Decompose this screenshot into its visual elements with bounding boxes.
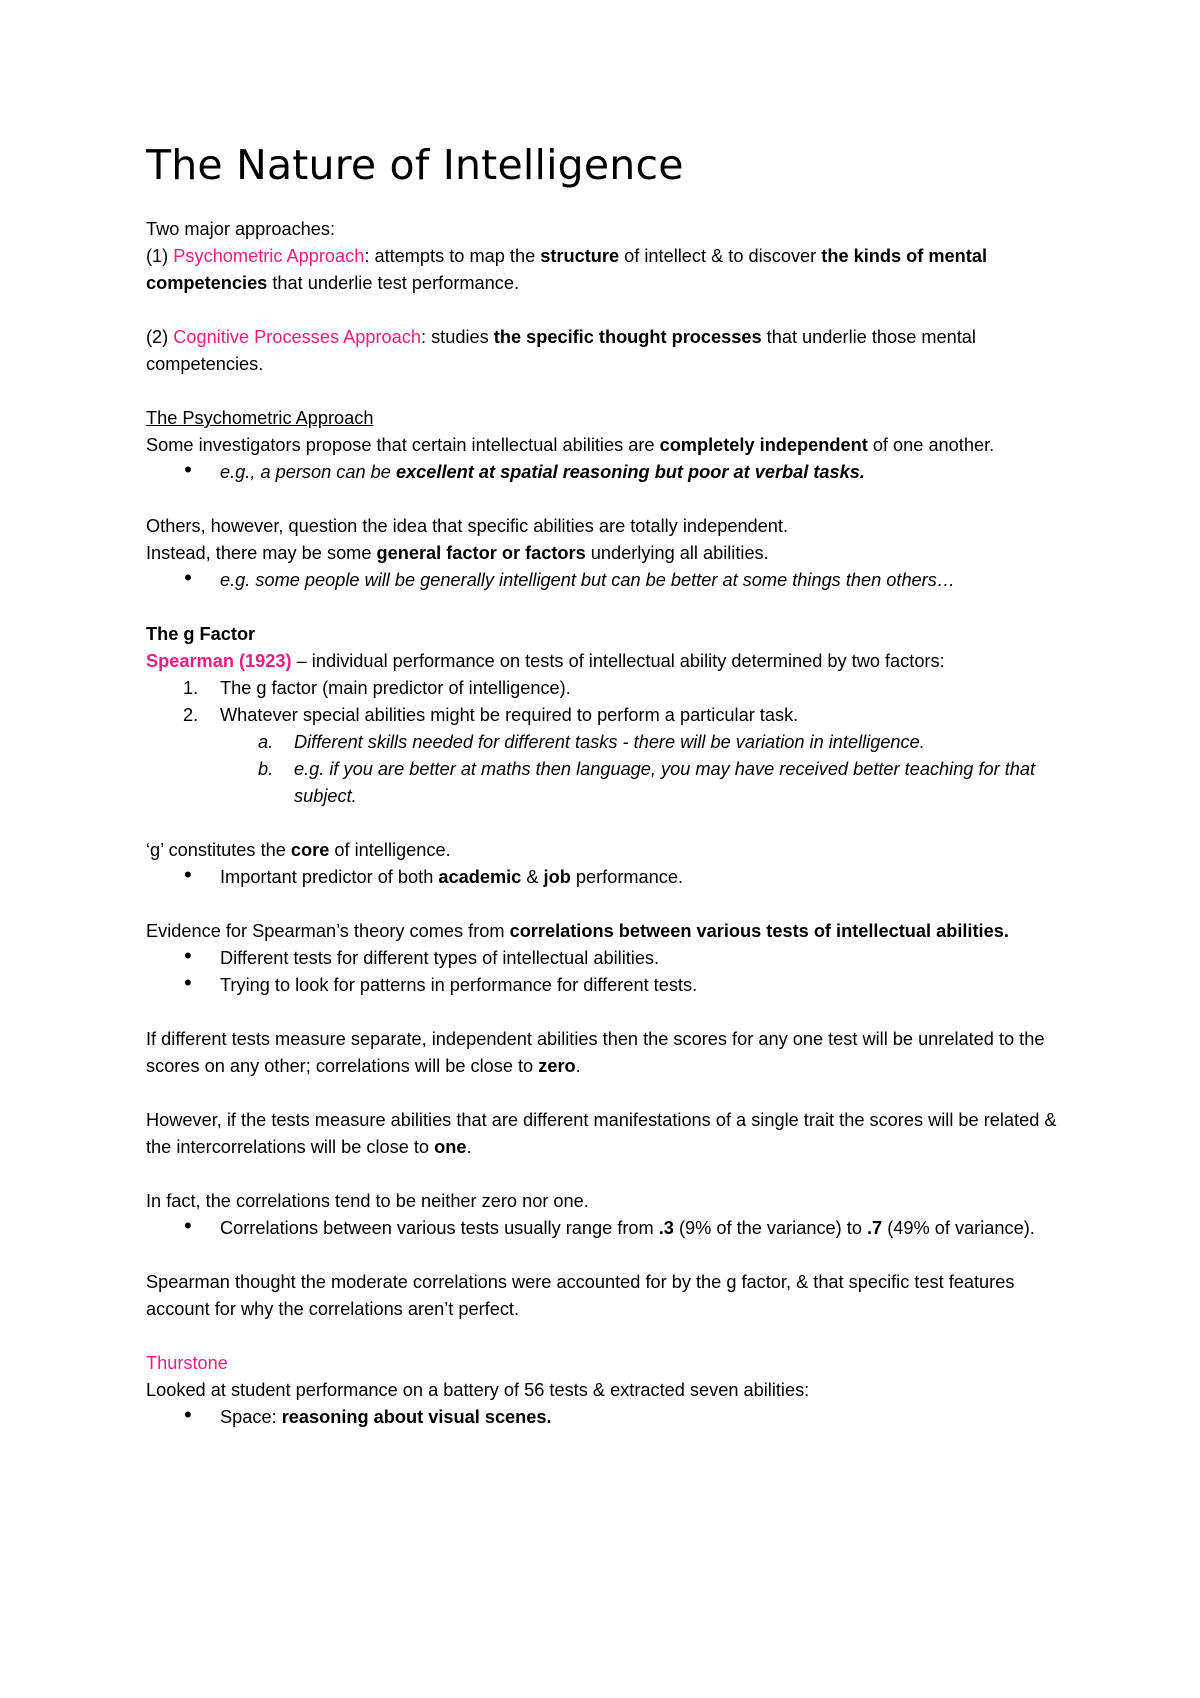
general-factor-bold: general factor or factors <box>376 543 586 563</box>
list-number: 1. <box>183 678 199 698</box>
separate-text: If different tests measure separate, independent abilities then the scores for any one test will be unrelated to the scores on any other; correlations will be close to <box>146 1029 1045 1076</box>
list-item <box>146 459 1066 486</box>
core-bullets <box>146 864 1066 891</box>
list-item: • Different tests for different types of intellectual abilities. <box>146 945 1066 972</box>
approach-1-number: (1) <box>146 246 174 266</box>
intro-line: Two major approaches: <box>146 219 336 239</box>
bullet-text: Important predictor of both <box>220 867 439 887</box>
list-letter: b. <box>258 759 274 779</box>
separate-bold: zero <box>538 1056 576 1076</box>
bullet-text: Correlations between various tests usually range from <box>220 1218 659 1238</box>
list-item: • Trying to look for patterns in performance for different tests. <box>146 972 1066 999</box>
psychometric-heading: The Psychometric Approach <box>146 408 374 428</box>
approach-1-bold-structure: structure <box>540 246 620 266</box>
approach-2-number: (2) <box>146 327 174 347</box>
list-item <box>146 864 1066 891</box>
approach-1-paragraph <box>146 243 1066 297</box>
list-item-text: e.g. if you are better at maths then language, you may have received better teaching for that subject. <box>294 759 1036 806</box>
list-item <box>146 1215 1066 1242</box>
spearman-text: – individual performance on tests of intellectual ability determined by two factors: <box>291 651 945 671</box>
approach-1-text-3: that underlie test performance. <box>267 273 520 293</box>
general-factor-text: Instead, there may be some <box>146 543 377 563</box>
page-title: The Nature of Intelligence <box>146 141 684 189</box>
approach-2-text-2: that underlie those mental competencies. <box>146 327 976 374</box>
separate-abilities-paragraph <box>146 1026 1066 1080</box>
general-factor-text-2: underlying all abilities. <box>585 543 769 563</box>
approach-2-name: Cognitive Processes Approach <box>173 327 421 347</box>
list-item-text: The g factor (main predictor of intelligence). <box>220 678 571 698</box>
approach-1-bold-kinds: the kinds of mental competencies <box>146 246 988 293</box>
core-bold: core <box>290 840 330 860</box>
independence-bold: completely independent <box>659 435 868 455</box>
list-item <box>146 729 1066 756</box>
bullet-text: Space: <box>220 1407 282 1427</box>
separate-text-2: . <box>575 1056 581 1076</box>
thurstone-line: Looked at student performance on a battery of 56 tests & extracted seven abilities: <box>146 1380 810 1400</box>
document-body <box>146 216 1066 1431</box>
evidence-bullets <box>146 945 1066 999</box>
others-line: Others, however, question the idea that specific abilities are totally independent. <box>146 516 789 536</box>
list-number: 2. <box>183 705 199 725</box>
single-trait-paragraph <box>146 1107 1066 1161</box>
general-factor-bullets <box>146 567 1066 594</box>
thurstone-bullets <box>146 1404 1066 1431</box>
g-factor-heading: The g Factor <box>146 624 256 644</box>
approach-1-text-2: of intellect & to discover <box>619 246 822 266</box>
list-item <box>146 1404 1066 1431</box>
correlation-bullets <box>146 1215 1066 1242</box>
bullet-text-3: (49% of variance). <box>882 1218 1035 1238</box>
bullet-text: e.g., a person can be <box>220 462 396 482</box>
document-content <box>146 140 1066 1431</box>
list-item <box>146 675 1066 702</box>
list-item <box>146 756 1066 810</box>
moderate-correlations-paragraph: Spearman thought the moderate correlations were accounted for by the g factor, & that specific test features account for why the correlations aren’t perfect. <box>146 1272 1015 1319</box>
core-paragraph <box>146 837 1066 864</box>
bullet-text-2: (9% of the variance) to <box>673 1218 867 1238</box>
approach-2-paragraph <box>146 324 1066 378</box>
bullet-bold: excellent at spatial reasoning but poor at verbal tasks. <box>395 462 865 482</box>
independence-text-2: of one another. <box>867 435 995 455</box>
independence-bullets <box>146 459 1066 486</box>
approach-1-name: Psychometric Approach <box>173 246 365 266</box>
list-letter: a. <box>258 732 274 752</box>
list-item-text: Whatever special abilities might be required to perform a particular task. <box>220 705 799 725</box>
single-text: However, if the tests measure abilities that are different manifestations of a single trait the scores will be related & the intercorrelations will be close to <box>146 1110 1057 1157</box>
factor-sublist <box>146 729 1066 810</box>
bullet-bold-academic: academic <box>438 867 522 887</box>
thurstone-heading: Thurstone <box>146 1353 228 1373</box>
bullet-bold-job: job <box>543 867 571 887</box>
core-text: ‘g’ constitutes the <box>146 840 291 860</box>
evidence-text: Evidence for Spearman’s theory comes from <box>146 921 510 941</box>
evidence-paragraph <box>146 918 1066 945</box>
bullet-text-2: & <box>521 867 544 887</box>
in-fact-line: In fact, the correlations tend to be neither zero nor one. <box>146 1191 589 1211</box>
bullet-bold-high: .7 <box>867 1218 883 1238</box>
bullet-bold-low: .3 <box>658 1218 674 1238</box>
general-factor-line <box>146 540 1066 567</box>
bullet-bold: reasoning about visual scenes. <box>281 1407 552 1427</box>
approach-2-bold: the specific thought processes <box>493 327 762 347</box>
factor-list <box>146 675 1066 810</box>
approach-1-text: : attempts to map the <box>364 246 541 266</box>
single-bold: one <box>434 1137 467 1157</box>
spearman-name: Spearman (1923) <box>146 651 292 671</box>
bullet-text-3: performance. <box>570 867 684 887</box>
approach-2-text: : studies <box>420 327 494 347</box>
core-text-2: of intelligence. <box>329 840 451 860</box>
list-item: • e.g. some people will be generally intelligent but can be better at some things then others… <box>146 567 1066 594</box>
evidence-bold: correlations between various tests of intellectual abilities. <box>509 921 1009 941</box>
spearman-paragraph <box>146 648 1066 675</box>
single-text-2: . <box>466 1137 472 1157</box>
independence-text: Some investigators propose that certain intellectual abilities are <box>146 435 660 455</box>
independence-paragraph <box>146 432 1066 459</box>
list-item <box>146 702 1066 810</box>
list-item-text: Different skills needed for different tasks - there will be variation in intelligence. <box>294 732 925 752</box>
